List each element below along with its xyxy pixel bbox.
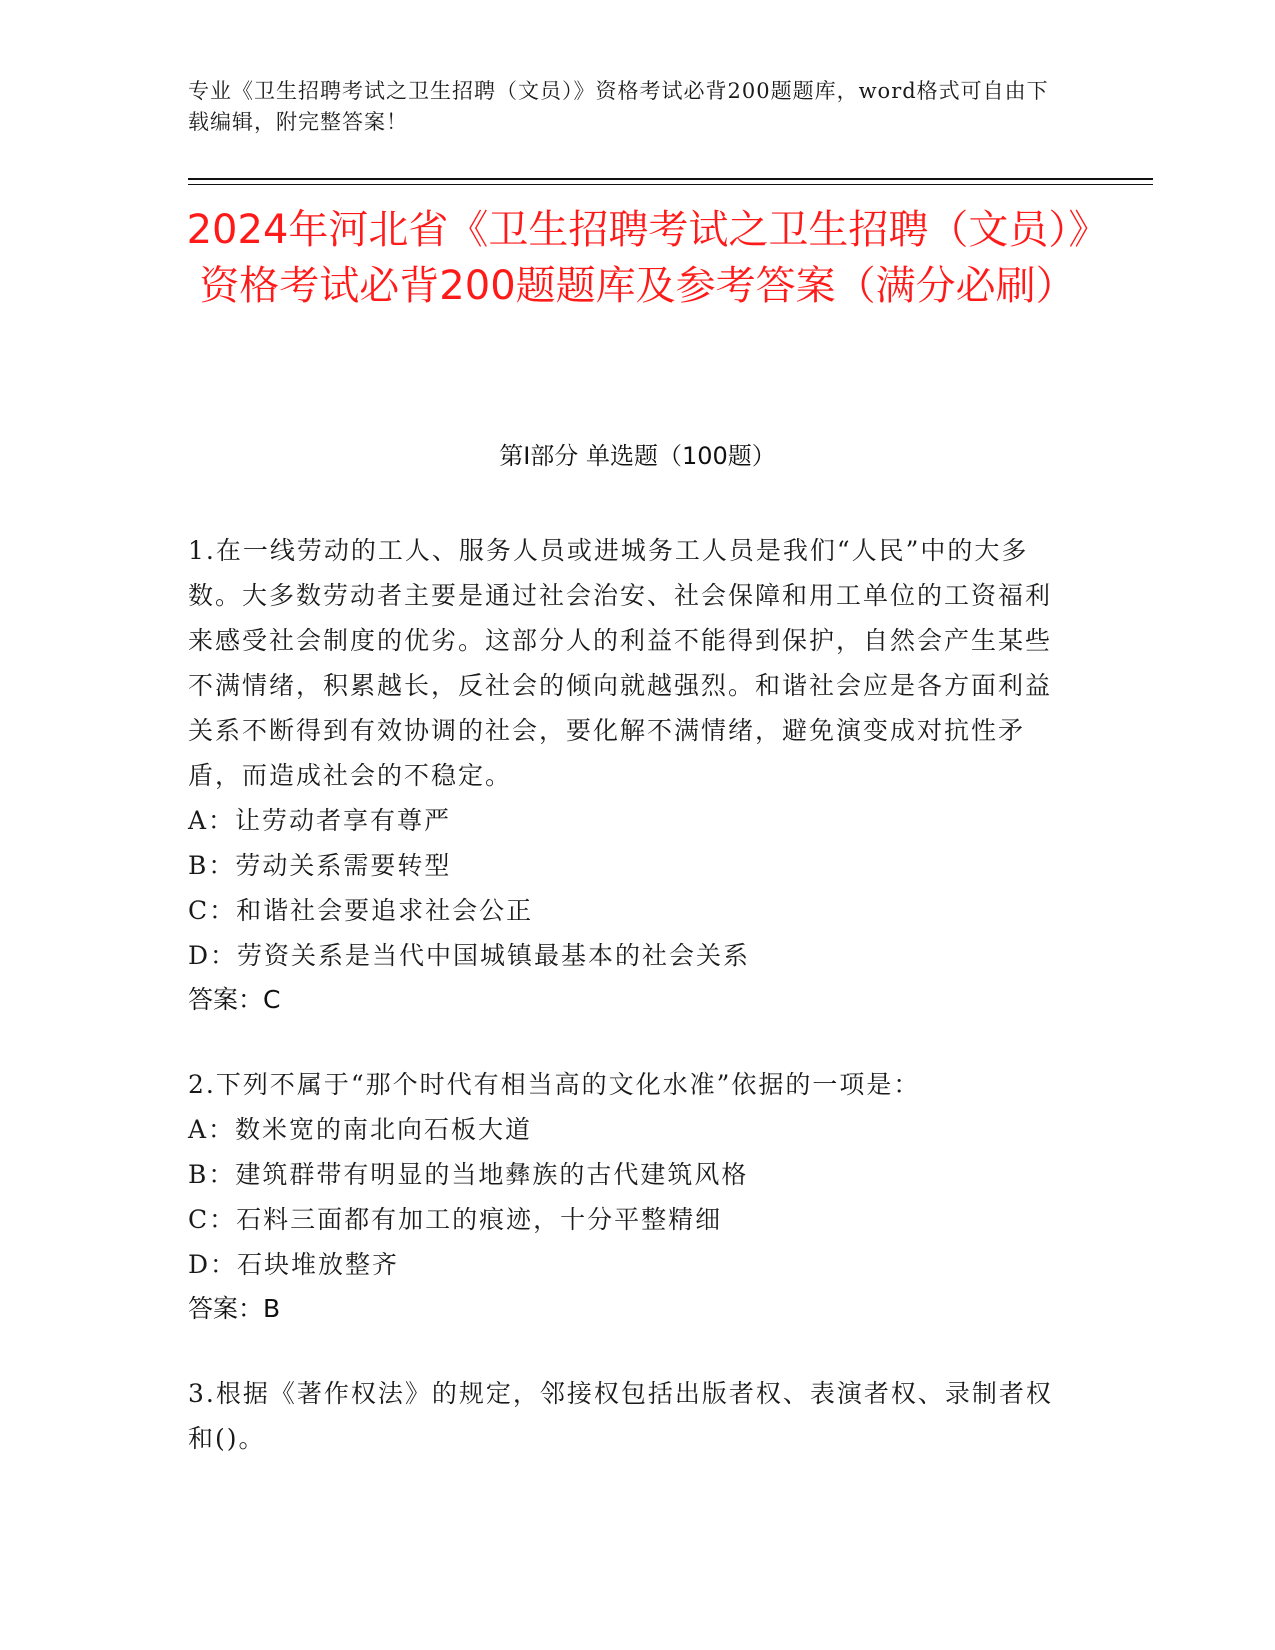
section-heading: 第I部分 单选题（100题）: [499, 442, 776, 470]
question-list: [188, 528, 1068, 1501]
option-a: A：让劳动者享有尊严: [188, 806, 452, 835]
option-c: C：石料三面都有加工的痕迹，十分平整精细: [188, 1205, 723, 1234]
question-3: [188, 1371, 1068, 1461]
option-c: C：和谐社会要追求社会公正: [188, 896, 534, 925]
answer: 答案：C: [188, 985, 281, 1014]
document-title: 2024年河北省《卫生招聘考试之卫生招聘（文员）》资格考试必背200题题库及参考答案（满分必刷）: [186, 207, 1089, 309]
question-1: [188, 528, 1068, 1022]
answer: 答案：B: [188, 1294, 281, 1323]
header-note: 专业《卫生招聘考试之卫生招聘（文员）》资格考试必背200题题库，word格式可自由下载编辑，附完整答案！: [188, 79, 1049, 134]
option-d: D：石块堆放整齐: [188, 1250, 400, 1279]
question-stem: 2.下列不属于“那个时代有相当高的文化水准”依据的一项是：: [188, 1070, 921, 1099]
header-divider-thin: [188, 184, 1153, 185]
question-2: [188, 1062, 1068, 1331]
option-b: B：劳动关系需要转型: [188, 851, 452, 880]
question-stem: 3.根据《著作权法》的规定，邻接权包括出版者权、表演者权、录制者权和()。: [188, 1379, 1053, 1453]
question-stem: 1.在一线劳动的工人、服务人员或进城务工人员是我们“人民”中的大多数。大多数劳动者主要是通过社会治安、社会保障和用工单位的工资福利来感受社会制度的优劣。这部分人的利益不能得到保护，自然会产生某些不满情绪，积累越长，反社会的倾向就越强烈。和谐社会应是各方面利益关系不断得到有效协调的社会，要化解不满情绪，避免演变成对抗性矛盾，而造成社会的不稳定。: [188, 536, 1053, 790]
header-divider-thick: [188, 178, 1153, 180]
option-a: A：数米宽的南北向石板大道: [188, 1115, 533, 1144]
option-b: B：建筑群带有明显的当地彝族的古代建筑风格: [188, 1160, 749, 1189]
option-d: D：劳资关系是当代中国城镇最基本的社会关系: [188, 941, 751, 970]
